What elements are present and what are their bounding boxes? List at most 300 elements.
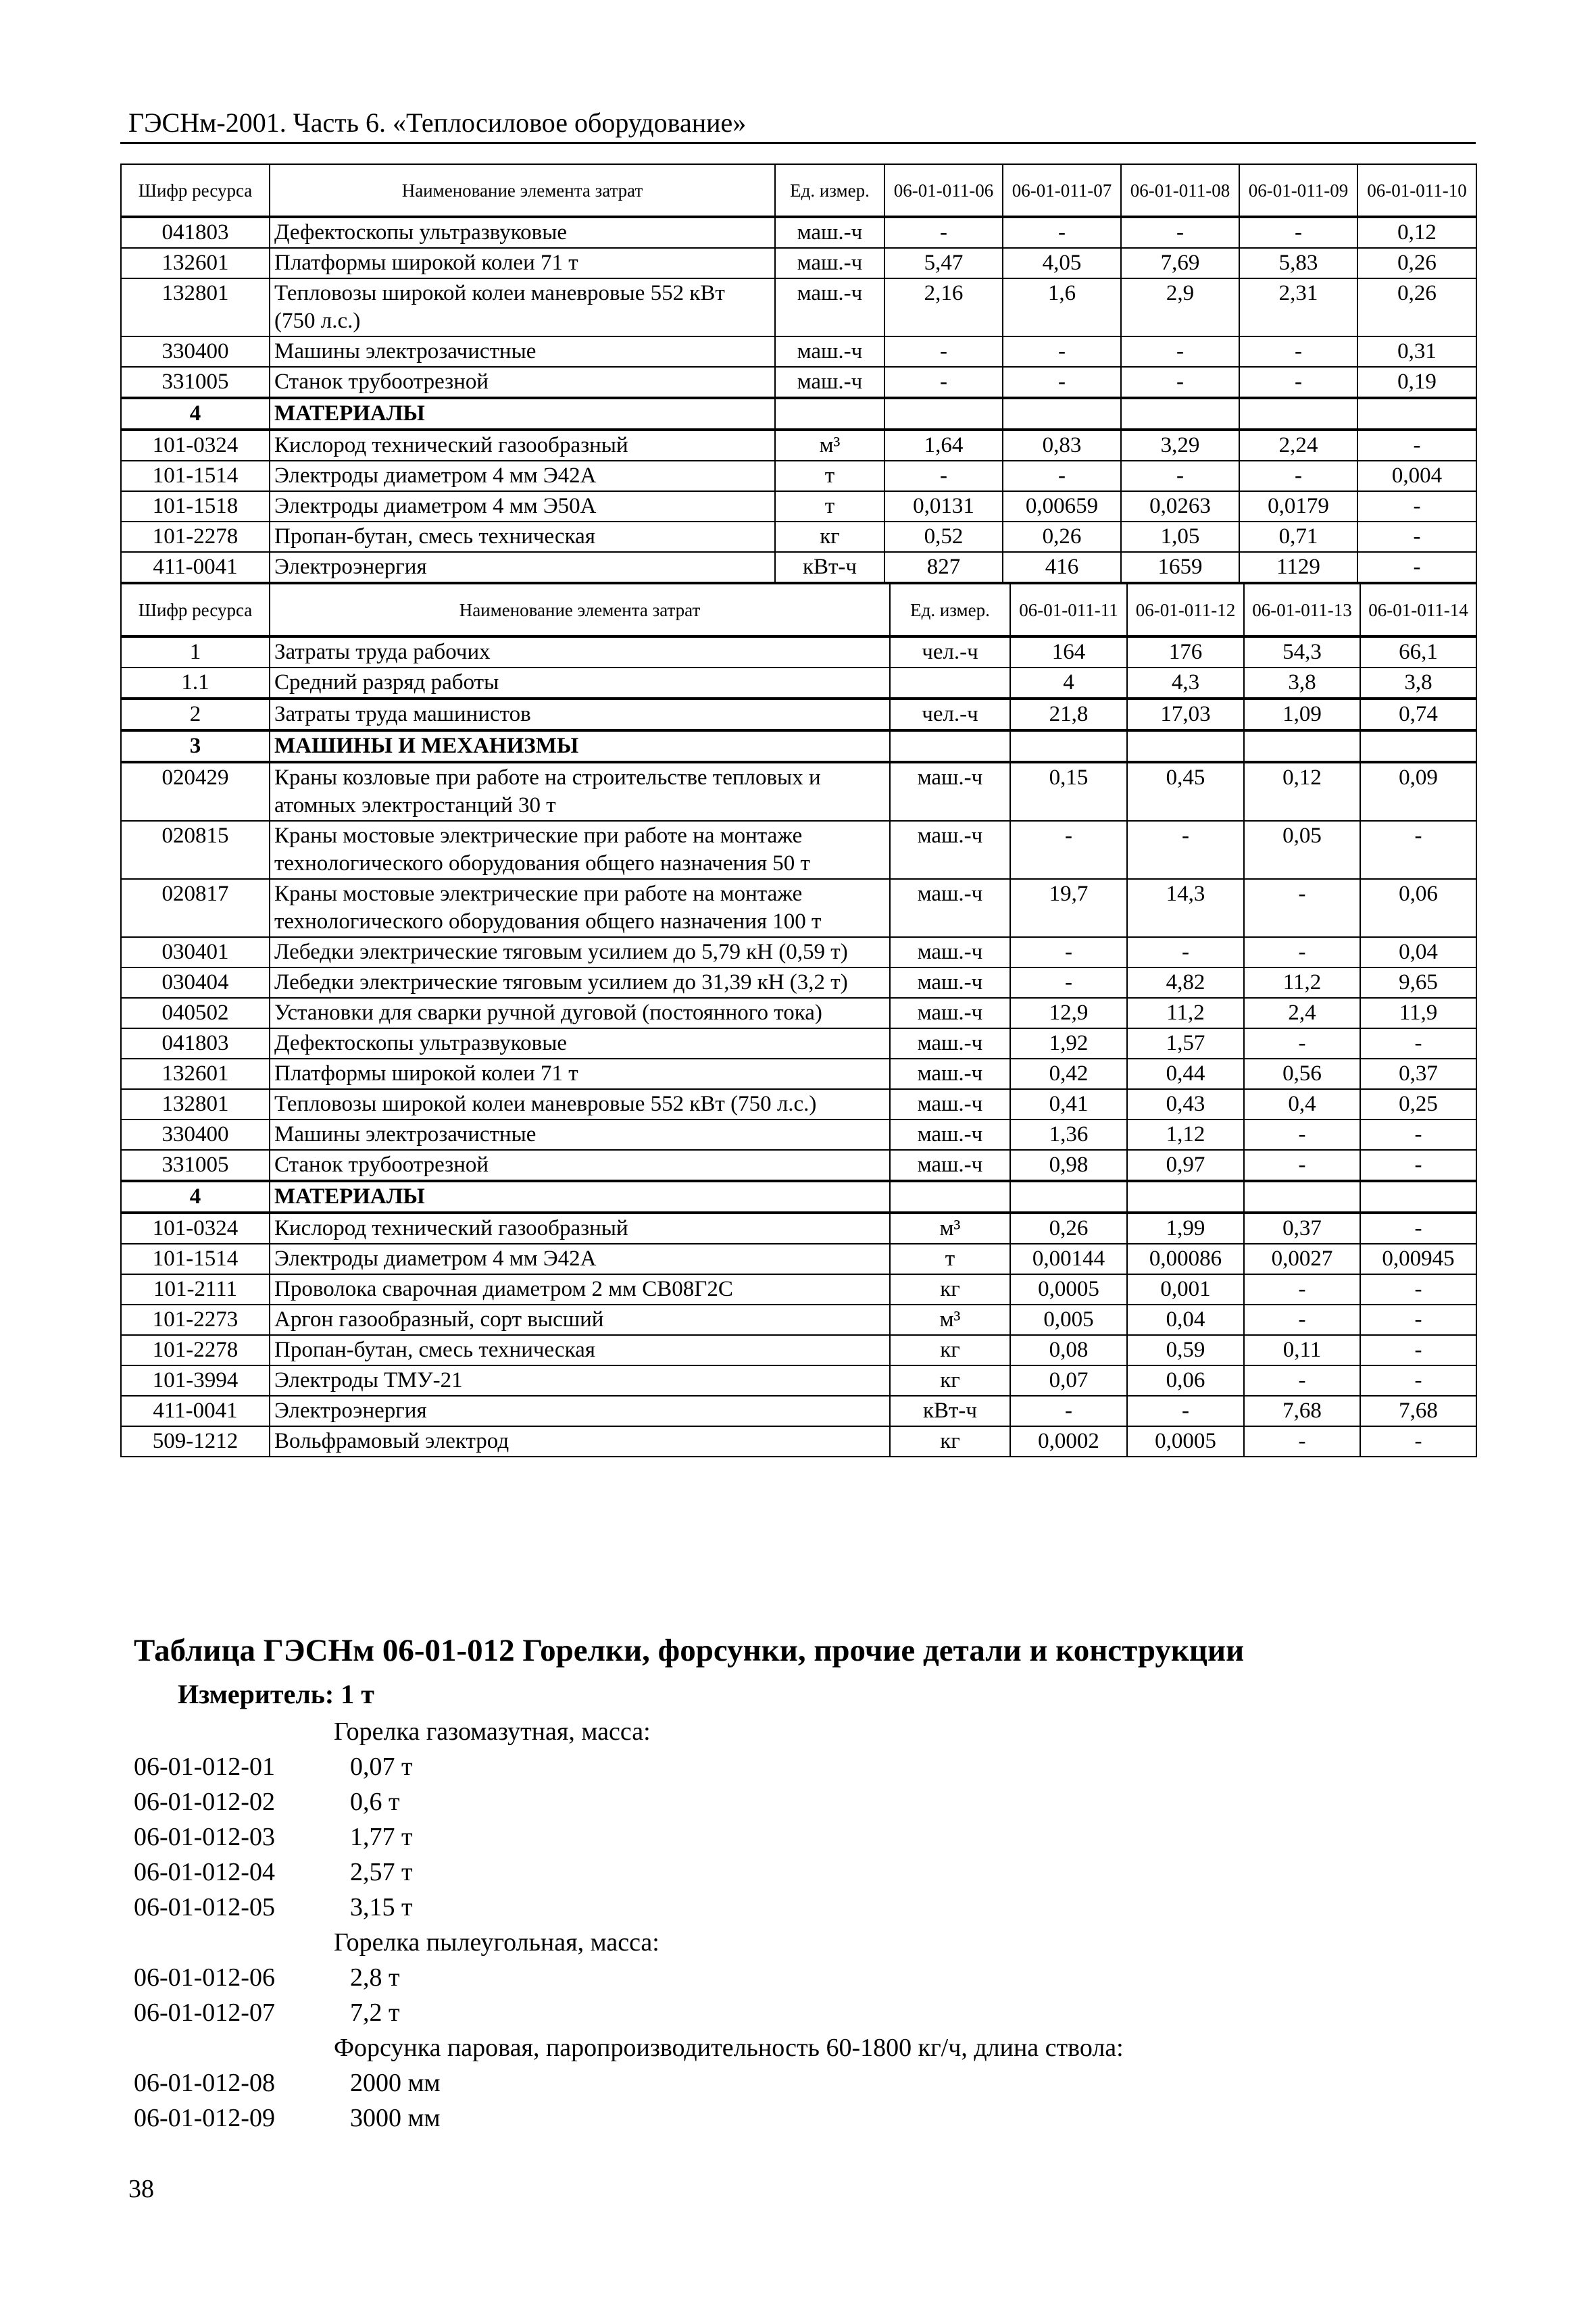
resource-unit: кг [890, 1365, 1010, 1396]
norm-value: 0,00945 [1360, 1244, 1476, 1274]
resource-unit: маш.-ч [890, 821, 1010, 879]
column-header-norm: 06-01-011-09 [1239, 164, 1357, 217]
norm-value: 3,8 [1360, 668, 1476, 699]
group-label: Горелка газомазутная, масса: [334, 1717, 651, 1746]
resource-name: Краны козловые при работе на строительстве тепловых и атомных электростанций 30 т [270, 762, 890, 821]
table-row [121, 248, 1476, 278]
resource-code: 509-1212 [121, 1426, 270, 1457]
table2-section-materials [121, 1181, 1476, 1213]
table-row [121, 522, 1476, 552]
norm-value: 1,12 [1127, 1120, 1244, 1150]
resource-name: Тепловозы широкой колеи маневровые 552 кВт (750 л.с.) [270, 1089, 890, 1120]
resource-name: Кислород технический газообразный [270, 430, 775, 461]
resource-unit: маш.-ч [890, 998, 1010, 1028]
resource-unit: т [775, 461, 884, 491]
table-row [121, 1274, 1476, 1305]
norm-value: 2,9 [1121, 278, 1239, 336]
norm-value: - [1121, 461, 1239, 491]
resource-unit [890, 668, 1010, 699]
norm-value: - [1003, 367, 1121, 398]
norm-value: 0,0027 [1244, 1244, 1360, 1274]
resource-code: 101-1518 [121, 491, 270, 522]
norm-value: - [1244, 1274, 1360, 1305]
list-item [120, 1892, 1476, 1928]
norm-value: 7,68 [1244, 1396, 1360, 1426]
section-title: МАТЕРИАЛЫ [270, 398, 775, 430]
resource-name: Тепловозы широкой колеи маневровые 552 кВт (750 л.с.) [270, 278, 775, 336]
item-value: 2,57 т [350, 1858, 413, 1886]
resource-name: Затраты труда рабочих [270, 636, 890, 668]
item-value: 2000 мм [350, 2069, 441, 2097]
resource-unit: м³ [890, 1305, 1010, 1335]
section-title: МАШИНЫ И МЕХАНИЗМЫ [270, 730, 890, 762]
norm-value: - [1010, 937, 1127, 967]
resource-unit: маш.-ч [890, 1028, 1010, 1059]
resource-unit: маш.-ч [775, 248, 884, 278]
norm-value: 0,11 [1244, 1335, 1360, 1365]
resource-code: 132601 [121, 1059, 270, 1089]
table-header-row [121, 164, 1476, 217]
norm-value: 0,00086 [1127, 1244, 1244, 1274]
norm-value: - [1244, 1028, 1360, 1059]
norm-value: 0,00144 [1010, 1244, 1127, 1274]
resource-unit: маш.-ч [890, 1059, 1010, 1089]
norm-value: - [1239, 461, 1357, 491]
norm-value: 0,09 [1360, 762, 1476, 821]
resource-code: 4 [121, 1181, 270, 1213]
norm-value: 5,83 [1239, 248, 1357, 278]
resource-unit: кг [890, 1335, 1010, 1365]
norm-value: 0,44 [1127, 1059, 1244, 1089]
resource-name: Пропан-бутан, смесь техническая [270, 522, 775, 552]
resource-code: 101-2273 [121, 1305, 270, 1335]
resource-code: 030401 [121, 937, 270, 967]
table-row [121, 1305, 1476, 1335]
resource-code: 101-1514 [121, 461, 270, 491]
norm-value: 0,04 [1360, 937, 1476, 967]
norm-value: 1,99 [1127, 1213, 1244, 1244]
table-row [121, 636, 1476, 668]
norm-value: 21,8 [1010, 699, 1127, 730]
resource-unit: маш.-ч [890, 1089, 1010, 1120]
item-code: 06-01-012-04 [134, 1858, 275, 1886]
norm-value: 0,08 [1010, 1335, 1127, 1365]
norm-value: 0,0263 [1121, 491, 1239, 522]
resource-unit: маш.-ч [890, 1150, 1010, 1181]
norm-value: - [1003, 336, 1121, 367]
table2-section-machines [121, 730, 1476, 762]
norm-value: 5,47 [884, 248, 1003, 278]
resource-unit: маш.-ч [775, 336, 884, 367]
resource-unit: т [890, 1244, 1010, 1274]
norm-value: - [1357, 552, 1476, 582]
table-row [121, 1150, 1476, 1181]
column-header-norm: 06-01-011-12 [1127, 584, 1244, 636]
resource-code: 101-2278 [121, 522, 270, 552]
norm-value: 1659 [1121, 552, 1239, 582]
table1-rows-materials [121, 430, 1476, 582]
norm-value: 0,004 [1357, 461, 1476, 491]
table-row [121, 491, 1476, 522]
resource-unit: кВт-ч [890, 1396, 1010, 1426]
resource-unit: кг [890, 1274, 1010, 1305]
norm-value: - [1239, 217, 1357, 248]
items-group-1 [120, 1752, 1476, 1928]
table-row [121, 967, 1476, 998]
resource-name: Аргон газообразный, сорт высший [270, 1305, 890, 1335]
norm-value: - [884, 336, 1003, 367]
table-row [121, 1028, 1476, 1059]
item-code: 06-01-012-02 [134, 1788, 275, 1816]
norm-value: 1,6 [1003, 278, 1121, 336]
resource-name: Краны мостовые электрические при работе на монтаже технологического оборудования общего назначения 100 т [270, 879, 890, 937]
resource-unit: т [775, 491, 884, 522]
table-row [121, 699, 1476, 730]
table-row [121, 278, 1476, 336]
table2-rows-labor [121, 636, 1476, 699]
norm-value: - [1360, 1305, 1476, 1335]
resource-code: 101-0324 [121, 430, 270, 461]
norm-value: 0,06 [1127, 1365, 1244, 1396]
norm-value: - [1003, 461, 1121, 491]
column-header-unit: Ед. измер. [890, 584, 1010, 636]
norm-value: 0,83 [1003, 430, 1121, 461]
norm-value: - [1127, 937, 1244, 967]
norm-value: 0,26 [1010, 1213, 1127, 1244]
resource-unit: кг [775, 522, 884, 552]
resource-unit: м³ [890, 1213, 1010, 1244]
table1-rows [121, 217, 1476, 398]
norm-value: 0,41 [1010, 1089, 1127, 1120]
norm-value: - [1360, 1426, 1476, 1457]
resource-name: Электроды диаметром 4 мм Э42А [270, 461, 775, 491]
resource-name: Краны мостовые электрические при работе на монтаже технологического оборудования общего назначения 50 т [270, 821, 890, 879]
norm-value: 0,0005 [1127, 1426, 1244, 1457]
norm-value: - [1244, 1426, 1360, 1457]
resource-code: 2 [121, 699, 270, 730]
table-row [121, 1365, 1476, 1396]
resource-name: Дефектоскопы ультразвуковые [270, 217, 775, 248]
norm-value: - [1010, 1396, 1127, 1426]
norm-value: 1,64 [884, 430, 1003, 461]
norm-value: 9,65 [1360, 967, 1476, 998]
norm-value: 0,12 [1244, 762, 1360, 821]
norm-value: 1,57 [1127, 1028, 1244, 1059]
group-heading [120, 1928, 1476, 1963]
table-row [121, 879, 1476, 937]
norm-value: 4,3 [1127, 668, 1244, 699]
norm-value: 66,1 [1360, 636, 1476, 668]
norm-value: - [1010, 821, 1127, 879]
norm-value: - [1121, 367, 1239, 398]
resource-name: Электроэнергия [270, 1396, 890, 1426]
norm-value: - [1360, 1028, 1476, 1059]
item-value: 3000 мм [350, 2104, 441, 2132]
resource-code: 4 [121, 398, 270, 430]
table-header-row [121, 584, 1476, 636]
norm-value: 12,9 [1010, 998, 1127, 1028]
resource-unit: маш.-ч [775, 367, 884, 398]
norm-value: - [1244, 1150, 1360, 1181]
norm-value: - [884, 217, 1003, 248]
table-row [121, 1059, 1476, 1089]
norm-value: 4,82 [1127, 967, 1244, 998]
norm-value: - [1360, 1365, 1476, 1396]
resource-code: 1.1 [121, 668, 270, 699]
norm-value: 0,52 [884, 522, 1003, 552]
resource-name: Средний разряд работы [270, 668, 890, 699]
norm-value: 0,26 [1357, 248, 1476, 278]
resource-name: Кислород технический газообразный [270, 1213, 890, 1244]
norm-value: 1129 [1239, 552, 1357, 582]
norm-value: - [1360, 1150, 1476, 1181]
resource-name: Платформы широкой колеи 71 т [270, 1059, 890, 1089]
resource-code: 030404 [121, 967, 270, 998]
table2-rows-machines [121, 762, 1476, 1181]
resource-unit: маш.-ч [890, 1120, 1010, 1150]
group-heading [120, 2033, 1476, 2068]
table2-rows-materials [121, 1213, 1476, 1457]
resource-name: Пропан-бутан, смесь техническая [270, 1335, 890, 1365]
list-item [120, 1857, 1476, 1892]
table1-section-materials [121, 398, 1476, 430]
items-group-2 [120, 1963, 1476, 2033]
page-header: ГЭСНм-2001. Часть 6. «Теплосиловое оборудование» [128, 107, 747, 138]
resource-code: 101-2111 [121, 1274, 270, 1305]
norm-value: 11,2 [1127, 998, 1244, 1028]
norm-value: 7,68 [1360, 1396, 1476, 1426]
norm-value: 0,0179 [1239, 491, 1357, 522]
measure-label: Измеритель: 1 т [178, 1679, 374, 1709]
column-header-norm: 06-01-011-10 [1357, 164, 1476, 217]
resource-code: 331005 [121, 1150, 270, 1181]
norm-value: - [884, 461, 1003, 491]
resource-code: 3 [121, 730, 270, 762]
norm-value: 0,19 [1357, 367, 1476, 398]
resource-code: 132801 [121, 1089, 270, 1120]
item-value: 0,07 т [350, 1753, 413, 1781]
resource-name: Машины электрозачистные [270, 336, 775, 367]
norm-value: 176 [1127, 636, 1244, 668]
column-header-code: Шифр ресурса [121, 164, 270, 217]
item-code: 06-01-012-05 [134, 1893, 275, 1921]
resource-table-2 [120, 583, 1477, 1457]
resource-name: Проволока сварочная диаметром 2 мм СВ08Г2С [270, 1274, 890, 1305]
section-title: МАТЕРИАЛЫ [270, 1181, 890, 1213]
item-value: 7,2 т [350, 1998, 400, 2027]
list-item [120, 1822, 1476, 1857]
resource-code: 101-2278 [121, 1335, 270, 1365]
norm-value: - [1360, 821, 1476, 879]
section-row [121, 730, 1476, 762]
table-row [121, 461, 1476, 491]
resource-name: Затраты труда машинистов [270, 699, 890, 730]
norm-value: 0,0005 [1010, 1274, 1127, 1305]
table-row [121, 1244, 1476, 1274]
header-rule [120, 142, 1476, 144]
norm-value: - [884, 367, 1003, 398]
resource-unit: кг [890, 1426, 1010, 1457]
resource-code: 020429 [121, 762, 270, 821]
resource-code: 330400 [121, 1120, 270, 1150]
norm-value: - [1244, 1120, 1360, 1150]
norm-value: 0,97 [1127, 1150, 1244, 1181]
resource-code: 411-0041 [121, 1396, 270, 1426]
table-row [121, 937, 1476, 967]
resource-code: 020815 [121, 821, 270, 879]
page-number: 38 [128, 2175, 154, 2203]
norm-value: 0,04 [1127, 1305, 1244, 1335]
norm-value: 0,37 [1360, 1059, 1476, 1089]
resource-unit: кВт-ч [775, 552, 884, 582]
table-row [121, 1426, 1476, 1457]
resource-name: Платформы широкой колеи 71 т [270, 248, 775, 278]
norm-value: - [1121, 217, 1239, 248]
norm-value: - [1003, 217, 1121, 248]
resource-name: Станок трубоотрезной [270, 1150, 890, 1181]
norm-value: 0,05 [1244, 821, 1360, 879]
resource-name: Электроды диаметром 4 мм Э50А [270, 491, 775, 522]
resource-unit: маш.-ч [775, 217, 884, 248]
norm-value: 0,001 [1127, 1274, 1244, 1305]
group-heading [120, 1717, 1476, 1752]
norm-value: 2,16 [884, 278, 1003, 336]
resource-code: 411-0041 [121, 552, 270, 582]
norm-value: 0,005 [1010, 1305, 1127, 1335]
norm-value: 0,4 [1244, 1089, 1360, 1120]
group-label: Форсунка паровая, паропроизводительность 60-1800 кг/ч, длина ствола: [334, 2034, 1124, 2062]
norm-value: 0,0131 [884, 491, 1003, 522]
column-header-norm: 06-01-011-11 [1010, 584, 1127, 636]
norm-value: 0,74 [1360, 699, 1476, 730]
norm-value: 0,56 [1244, 1059, 1360, 1089]
resource-name: Установки для сварки ручной дуговой (постоянного тока) [270, 998, 890, 1028]
item-value: 3,15 т [350, 1893, 413, 1921]
resource-code: 020817 [121, 879, 270, 937]
section-title: Таблица ГЭСНм 06-01-012 Горелки, форсунки, прочие детали и конструкции [134, 1633, 1245, 1668]
norm-value: 0,26 [1357, 278, 1476, 336]
resource-name: Вольфрамовый электрод [270, 1426, 890, 1457]
table-row [121, 1213, 1476, 1244]
table-row [121, 821, 1476, 879]
resource-code: 101-3994 [121, 1365, 270, 1396]
list-item [120, 1963, 1476, 1998]
table-06-01-012-block [120, 1632, 1476, 2138]
norm-value: 0,71 [1239, 522, 1357, 552]
norm-value: 0,42 [1010, 1059, 1127, 1089]
table-row [121, 1120, 1476, 1150]
table-row [121, 1089, 1476, 1120]
norm-value: 0,25 [1360, 1089, 1476, 1120]
norm-value: - [1360, 1120, 1476, 1150]
list-item [120, 1752, 1476, 1787]
column-header-name: Наименование элемента затрат [270, 164, 775, 217]
norm-value: 164 [1010, 636, 1127, 668]
table-row [121, 1396, 1476, 1426]
norm-value: 0,06 [1360, 879, 1476, 937]
column-header-norm: 06-01-011-07 [1003, 164, 1121, 217]
item-code: 06-01-012-01 [134, 1753, 275, 1781]
norm-value: 0,45 [1127, 762, 1244, 821]
table-row [121, 430, 1476, 461]
resource-table-1 [120, 164, 1477, 583]
item-value: 1,77 т [350, 1823, 413, 1851]
column-header-norm: 06-01-011-06 [884, 164, 1003, 217]
resource-unit: маш.-ч [890, 937, 1010, 967]
resource-code: 331005 [121, 367, 270, 398]
norm-value: - [1239, 336, 1357, 367]
table-row [121, 552, 1476, 582]
item-code: 06-01-012-03 [134, 1823, 275, 1851]
resource-name: Лебедки электрические тяговым усилием до 31,39 кН (3,2 т) [270, 967, 890, 998]
norm-value: 827 [884, 552, 1003, 582]
list-item [120, 1998, 1476, 2033]
table2-row-operators [121, 699, 1476, 730]
norm-value: - [1127, 1396, 1244, 1426]
norm-value: - [1244, 937, 1360, 967]
norm-value: - [1127, 821, 1244, 879]
column-header-norm: 06-01-011-14 [1360, 584, 1476, 636]
norm-value: 1,92 [1010, 1028, 1127, 1059]
norm-value: - [1244, 1305, 1360, 1335]
norm-value: - [1360, 1213, 1476, 1244]
resource-unit: чел.-ч [890, 699, 1010, 730]
norm-value: - [1010, 967, 1127, 998]
resource-code: 101-0324 [121, 1213, 270, 1244]
norm-value: - [1357, 522, 1476, 552]
norm-value: 54,3 [1244, 636, 1360, 668]
list-item [120, 2068, 1476, 2103]
norm-value: - [1360, 1335, 1476, 1365]
table-row [121, 367, 1476, 398]
section-row [121, 1181, 1476, 1213]
item-code: 06-01-012-08 [134, 2069, 275, 2097]
norm-value: 1,36 [1010, 1120, 1127, 1150]
norm-value: 0,37 [1244, 1213, 1360, 1244]
group-label: Горелка пылеугольная, масса: [334, 1928, 659, 1957]
column-header-norm: 06-01-011-13 [1244, 584, 1360, 636]
norm-value: 3,8 [1244, 668, 1360, 699]
resource-code: 041803 [121, 217, 270, 248]
list-item [120, 1787, 1476, 1822]
table-row [121, 668, 1476, 699]
list-item [120, 2103, 1476, 2138]
norm-value: 0,12 [1357, 217, 1476, 248]
column-header-unit: Ед. измер. [775, 164, 884, 217]
norm-value: - [1360, 1274, 1476, 1305]
norm-value: 4 [1010, 668, 1127, 699]
table-row [121, 762, 1476, 821]
resource-code: 132601 [121, 248, 270, 278]
norm-value: - [1239, 367, 1357, 398]
norm-value: 7,69 [1121, 248, 1239, 278]
item-code: 06-01-012-07 [134, 1998, 275, 2027]
norm-value: 2,4 [1244, 998, 1360, 1028]
column-header-name: Наименование элемента затрат [270, 584, 890, 636]
item-value: 0,6 т [350, 1788, 400, 1816]
resource-name: Электроды диаметром 4 мм Э42А [270, 1244, 890, 1274]
item-code: 06-01-012-09 [134, 2104, 275, 2132]
column-header-code: Шифр ресурса [121, 584, 270, 636]
table-row [121, 998, 1476, 1028]
norm-value: 11,9 [1360, 998, 1476, 1028]
norm-value: 416 [1003, 552, 1121, 582]
norm-value: - [1357, 491, 1476, 522]
norm-value: 0,07 [1010, 1365, 1127, 1396]
resource-unit: маш.-ч [775, 278, 884, 336]
norm-value: 2,31 [1239, 278, 1357, 336]
norm-value: 1,05 [1121, 522, 1239, 552]
